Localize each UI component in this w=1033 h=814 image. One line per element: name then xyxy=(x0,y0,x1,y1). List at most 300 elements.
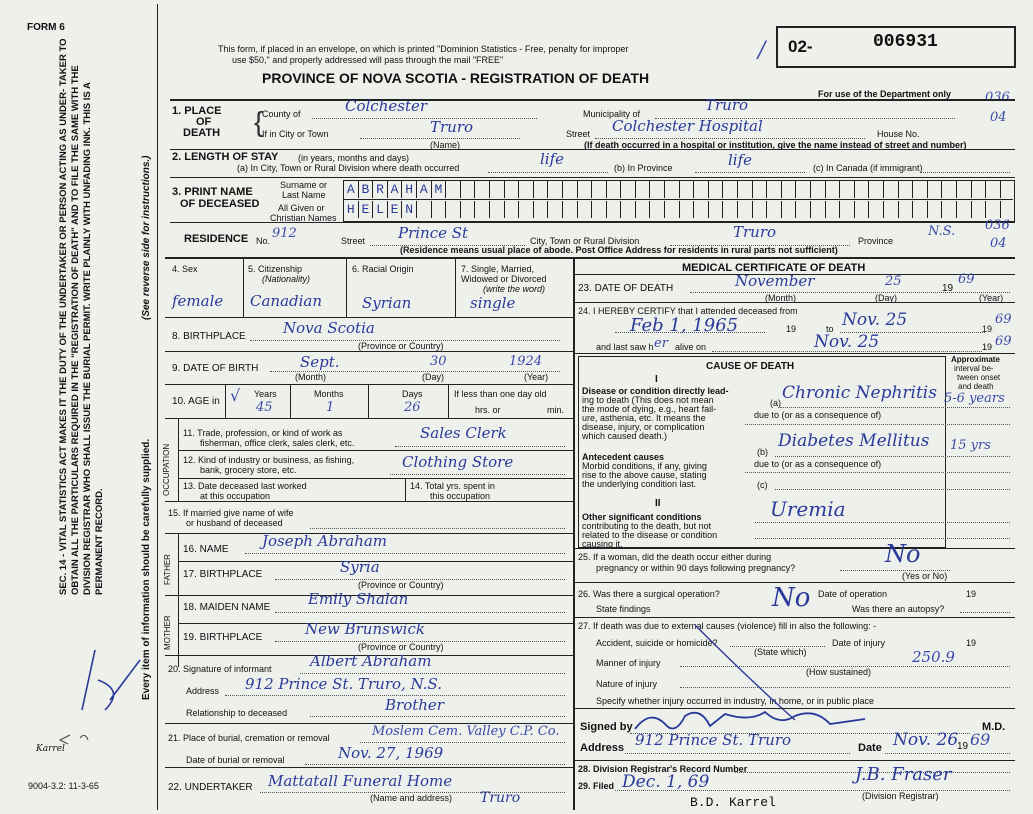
marital-label-1: 7. Single, Married, xyxy=(461,264,535,274)
dob-label: 9. DATE OF BIRTH xyxy=(172,363,259,374)
attend-from: Feb 1, 1965 xyxy=(630,315,739,336)
industry-value: Clothing Store xyxy=(402,453,514,471)
alive-label: alive on xyxy=(675,342,707,352)
letter-cell xyxy=(767,181,782,198)
days-label: Days xyxy=(402,389,423,399)
citizenship-label: 5. Citizenship xyxy=(248,264,303,274)
stay-b-value: life xyxy=(728,151,753,169)
letter-cell xyxy=(446,181,461,198)
mother-maiden-label: 18. MAIDEN NAME xyxy=(183,602,271,613)
signed-label: Signed by xyxy=(580,721,633,733)
letter-cell xyxy=(986,201,1001,218)
father-name: Joseph Abraham xyxy=(262,532,388,550)
letter-cell xyxy=(723,201,738,218)
residence-street: Prince St xyxy=(398,224,469,242)
attend-to: Nov. 25 xyxy=(842,310,908,330)
reg-number: 006931 xyxy=(873,32,938,52)
letter-cell xyxy=(607,181,622,198)
informant-sig: Albert Abraham xyxy=(310,652,432,670)
due-to-b: due to (or as a consequence of) xyxy=(754,459,882,469)
statute-text: SEC. 14 - VITAL STATISTICS ACT MAKES IT THE DUTY OF THE UNDERTAKER OR PERSON ACTING AS UNDER- TAKER TO OBTAIN ALL THE PARTICULARS REQUIRED IN THE "REGISTRATION OF DEATH" AND TO FILE THE SAME WITH THE DIVISION REGISTRAR WHO SHALL ISSUE THE BURIAL PERMIT. WRITE PLAINLY WITH UNFADING INK. THIS IS A PERMANENT RECORD. xyxy=(58,38,105,595)
age-label: 10. AGE in xyxy=(172,396,220,407)
dod-year-sub: (Year) xyxy=(979,293,1004,303)
letter-cell xyxy=(607,201,622,218)
father-side-label: FATHER xyxy=(163,554,172,585)
year-prefix-sign: 19 xyxy=(957,741,969,752)
letter-cell xyxy=(563,181,578,198)
letter-cell xyxy=(782,201,797,218)
autopsy-label: Was there an autopsy? xyxy=(852,604,945,614)
letter-cell xyxy=(928,201,943,218)
letter-cell xyxy=(796,181,811,198)
sign-year: 69 xyxy=(970,730,991,749)
date-op-label: Date of operation xyxy=(818,589,888,599)
letter-cell xyxy=(417,201,432,218)
cause-b-label: (b) xyxy=(757,447,768,457)
letter-cell xyxy=(490,181,505,198)
letter-cell xyxy=(972,181,987,198)
antecedent-label-1: Antecedent causes xyxy=(582,452,665,462)
q29-label: 29. Filed xyxy=(578,781,615,791)
interval-b: 15 yrs xyxy=(950,438,991,453)
specify-label: Specify whether injury occurred in industry, in home, or in public place xyxy=(596,696,874,706)
dod-month-sub: (Month) xyxy=(765,293,797,303)
given-label-2: Christian Names xyxy=(270,213,337,223)
letter-cell xyxy=(811,201,826,218)
other-label-1: Other significant conditions xyxy=(582,512,702,522)
letter-cell xyxy=(899,201,914,218)
print-code: 9004-3.2: 11-3-65 xyxy=(28,781,99,791)
disease-label-5: disease, injury, or complication xyxy=(582,422,705,432)
place-label-1: 1. PLACE xyxy=(172,105,222,117)
dept-use-label: For use of the Department only xyxy=(818,89,952,99)
dod-label: 23. DATE OF DEATH xyxy=(578,283,674,294)
letter-cell: A xyxy=(417,181,432,198)
nature-label: Nature of injury xyxy=(596,679,658,689)
letter-cell xyxy=(913,201,928,218)
disease-label-1: Disease or condition directly lead- xyxy=(582,386,729,396)
letter-cell xyxy=(475,201,490,218)
letter-cell xyxy=(505,181,520,198)
father-bp: Syria xyxy=(340,558,380,576)
last-saw-date: Nov. 25 xyxy=(814,332,880,352)
letter-cell xyxy=(869,181,884,198)
letter-cell xyxy=(709,181,724,198)
birthplace-label: 8. BIRTHPLACE xyxy=(172,331,246,342)
letter-cell xyxy=(840,201,855,218)
letter-cell xyxy=(942,181,957,198)
letter-cell xyxy=(461,181,476,198)
letter-cell: H xyxy=(402,181,417,198)
letter-cell xyxy=(636,201,651,218)
county-label: County of xyxy=(262,109,301,119)
letter-cell: E xyxy=(388,201,403,218)
last-saw-label: and last saw h xyxy=(596,342,654,352)
code-value: 250.9 xyxy=(912,648,955,666)
letter-cell xyxy=(811,181,826,198)
reg-prefix: 02- xyxy=(788,37,813,56)
dod-month: November xyxy=(735,272,815,290)
letter-cell xyxy=(650,201,665,218)
surname-grid xyxy=(344,181,1001,198)
letter-cell xyxy=(957,201,972,218)
letter-cell xyxy=(840,181,855,198)
interval-label-3: tween onset xyxy=(957,373,1001,382)
informant-address-label: Address xyxy=(186,686,220,696)
letter-cell xyxy=(592,201,607,218)
attend-label: 24. I HEREBY CERTIFY that I attended deceased from xyxy=(578,306,798,316)
informant-address: 912 Prince St. Truro, N.S. xyxy=(245,675,443,693)
letter-cell xyxy=(592,181,607,198)
letter-cell xyxy=(505,201,520,218)
letter-cell xyxy=(869,201,884,218)
mother-maiden: Emily Shalan xyxy=(308,590,409,608)
year-prefix-2: 19 xyxy=(982,324,993,334)
letter-cell xyxy=(972,201,987,218)
cause-c-label: (c) xyxy=(757,480,768,490)
medical-title: MEDICAL CERTIFICATE OF DEATH xyxy=(682,262,866,274)
sex-value: female xyxy=(172,292,224,310)
signer-address: 912 Prince St. Truro xyxy=(635,731,792,749)
less-day-label: If less than one day old xyxy=(454,389,547,399)
sign-date: Nov. 26 xyxy=(893,730,959,750)
disease-label-2: ing to death (This does not mean xyxy=(582,395,714,405)
letter-cell xyxy=(782,181,797,198)
dob-year: 1924 xyxy=(509,354,543,369)
letter-cell xyxy=(753,181,768,198)
letter-cell: H xyxy=(344,201,359,218)
undertaker-sub: (Name and address) xyxy=(370,793,453,803)
city-value: Truro xyxy=(430,118,474,136)
other-label-2: contributing to the death, but not xyxy=(582,521,712,531)
letter-cell: E xyxy=(359,201,374,218)
letter-cell: M xyxy=(432,181,447,198)
dob-month: Sept. xyxy=(300,353,340,371)
years-value: 45 xyxy=(256,400,273,415)
last-worked-label-1: 13. Date deceased last worked xyxy=(183,481,307,491)
disease-label-4: ure, asthenia, etc. It means the xyxy=(582,413,706,423)
letter-cell xyxy=(548,201,563,218)
father-bp-label: 17. BIRTHPLACE xyxy=(183,569,263,580)
residence-no: 912 xyxy=(272,226,297,241)
cause-a: Chronic Nephritis xyxy=(782,383,937,403)
marital-label-2: Widowed or Divorced xyxy=(461,274,547,284)
name-sub: (Name) xyxy=(430,140,461,150)
municipality-value: Truro xyxy=(705,96,749,114)
residence-province-label: Province xyxy=(858,236,894,246)
letter-cell xyxy=(665,201,680,218)
cause-title: CAUSE OF DEATH xyxy=(706,361,795,372)
other-value: Uremia xyxy=(770,497,846,521)
undertaker-label: 22. UNDERTAKER xyxy=(168,782,253,793)
mother-bp-sub: (Province or Country) xyxy=(358,642,444,652)
interval-label-1: Approximate xyxy=(951,355,1000,364)
stay-label: 2. LENGTH OF STAY xyxy=(172,151,279,163)
place-label-3: DEATH xyxy=(183,127,221,139)
day-sub: (Day) xyxy=(422,372,444,382)
days-value: 26 xyxy=(404,400,421,415)
letter-cell xyxy=(563,201,578,218)
letter-cell xyxy=(534,201,549,218)
letter-cell xyxy=(475,181,490,198)
findings-label: State findings xyxy=(596,604,651,614)
father-bp-sub: (Province or Country) xyxy=(358,580,444,590)
address-label: Address xyxy=(580,742,625,754)
letter-cell xyxy=(986,181,1001,198)
how-sustained-sub: (How sustained) xyxy=(806,667,872,677)
q25-label-2: pregnancy or within 90 days following pregnancy? xyxy=(596,563,796,573)
sex-label: 4. Sex xyxy=(172,264,198,274)
letter-cell xyxy=(665,181,680,198)
typed-name: B.D. Karrel xyxy=(690,795,776,810)
initials-sig-text: Karrel xyxy=(36,744,65,754)
total-years-label-2: this occupation xyxy=(430,491,491,501)
trade-label-2: fisherman, office clerk, sales clerk, etc. xyxy=(200,438,355,448)
hrs-label: hrs. or xyxy=(475,405,501,415)
burial-date-label: Date of burial or removal xyxy=(186,755,285,765)
stay-a-label: (a) In City, Town or Rural Division where death occurred xyxy=(237,163,460,173)
antecedent-label-3: rise to the above cause, stating xyxy=(582,470,707,480)
name-label-1: 3. PRINT NAME xyxy=(172,186,253,198)
letter-cell xyxy=(694,201,709,218)
trade-value: Sales Clerk xyxy=(420,424,507,442)
letter-cell xyxy=(723,181,738,198)
q26-value: No xyxy=(772,583,811,613)
registrar-sub: (Division Registrar) xyxy=(862,791,939,801)
q25-label-1: 25. If a woman, did the death occur either during xyxy=(578,552,772,562)
letter-cell: L xyxy=(373,201,388,218)
letter-cell xyxy=(738,201,753,218)
dept-code-1: 036 xyxy=(985,90,1010,105)
residence-city: Truro xyxy=(733,223,777,241)
burial-place: Moslem Cem. Valley C.P. Co. xyxy=(372,724,560,739)
total-years-label-1: 14. Total yrs. spent in xyxy=(410,481,495,491)
occupation-side-label: OCCUPATION xyxy=(162,443,171,496)
months-value: 1 xyxy=(326,400,335,415)
street-value: Colchester Hospital xyxy=(612,117,763,135)
letter-cell xyxy=(490,201,505,218)
racial-label: 6. Racial Origin xyxy=(352,264,414,274)
months-label: Months xyxy=(314,389,344,399)
letter-cell xyxy=(913,181,928,198)
cause-a-label: (a) xyxy=(770,398,781,408)
last-worked-label-2: at this occupation xyxy=(200,491,271,501)
roman-2: II xyxy=(655,498,661,509)
to-label: to xyxy=(826,324,834,334)
stay-b-label: (b) In Province xyxy=(614,163,673,173)
interval-a: 5-6 years xyxy=(944,391,1005,406)
letter-cell xyxy=(709,201,724,218)
disease-label-3: the mode of dying, e.g., heart fail- xyxy=(582,404,717,414)
father-name-label: 16. NAME xyxy=(183,544,229,555)
registration-number-box xyxy=(776,26,1016,68)
hospital-note: (If death occurred in a hospital or institution, give the name instead of street and number) xyxy=(584,140,967,150)
letter-cell xyxy=(942,201,957,218)
antecedent-label-4: the underlying condition last. xyxy=(582,479,697,489)
letter-cell: R xyxy=(373,181,388,198)
letter-cell xyxy=(767,201,782,218)
relationship-label: Relationship to deceased xyxy=(186,708,288,718)
marital-value: single xyxy=(470,294,516,312)
other-label-3: related to the disease or condition xyxy=(582,530,718,540)
letter-cell xyxy=(884,201,899,218)
disease-label-6: which caused death.) xyxy=(582,431,668,441)
q26-label: 26. Was there a surgical operation? xyxy=(578,589,720,599)
city-label: If in City or Town xyxy=(262,129,329,139)
letter-cell xyxy=(680,181,695,198)
letter-cell xyxy=(461,201,476,218)
q27-label: 27. If death was due to external causes (violence) fill in also the following: - xyxy=(578,621,877,631)
other-label-4: causing it. xyxy=(582,539,623,549)
letter-cell xyxy=(694,181,709,198)
industry-label-2: bank, grocery store, etc. xyxy=(200,465,297,475)
dod-year-prefix: 19 xyxy=(942,283,954,294)
year-prefix-op: 19 xyxy=(966,589,977,599)
residence-no-label: No. xyxy=(256,236,271,246)
brace: { xyxy=(254,106,264,137)
mother-side-label: MOTHER xyxy=(163,615,172,650)
age-check: √ xyxy=(230,386,241,405)
filed-date: Dec. 1, 69 xyxy=(622,772,710,792)
surname-label-2: Last Name xyxy=(282,190,326,200)
letter-cell xyxy=(753,201,768,218)
last-saw-year: 69 xyxy=(995,334,1012,349)
q25-value: No xyxy=(885,540,921,568)
residence-street-label: Street xyxy=(341,236,366,246)
letter-cell xyxy=(578,201,593,218)
residence-city-label: City, Town or Rural Division xyxy=(530,236,640,246)
name-label-2: OF DECEASED xyxy=(180,198,260,210)
instructions-note: (See reverse side for instructions.) xyxy=(141,155,152,320)
given-grid xyxy=(344,201,1001,218)
industry-label-1: 12. Kind of industry or business, as fishing, xyxy=(183,455,355,465)
citizenship-sub: (Nationality) xyxy=(262,274,311,284)
letter-cell xyxy=(738,181,753,198)
dod-day-sub: (Day) xyxy=(875,293,897,303)
letter-cell xyxy=(621,201,636,218)
mother-bp: New Brunswick xyxy=(305,620,425,638)
supply-note: Every item of information should be carefully supplied. xyxy=(141,438,152,700)
dob-day: 30 xyxy=(430,354,447,369)
letter-cell xyxy=(884,181,899,198)
letter-cell xyxy=(519,201,534,218)
cause-b: Diabetes Mellitus xyxy=(778,431,930,451)
residence-code-2: 04 xyxy=(990,236,1007,251)
registrar-signature: J.B. Fraser xyxy=(855,764,952,785)
form-number: FORM 6 xyxy=(27,22,65,33)
injury-date-label: Date of injury xyxy=(832,638,886,648)
informant-sig-label: 20. Signature of informant xyxy=(168,664,272,674)
given-label-1: All Given or xyxy=(278,203,325,213)
dod-year: 69 xyxy=(958,272,975,287)
md-label: M.D. xyxy=(982,721,1006,733)
dod-day: 25 xyxy=(885,274,902,289)
surname-label-1: Surname or xyxy=(280,180,328,190)
place-label-2: OF xyxy=(196,116,212,128)
years-label: Years xyxy=(254,389,277,399)
min-label: min. xyxy=(547,405,565,415)
letter-cell xyxy=(578,181,593,198)
spouse-label-2: or husband of deceased xyxy=(186,518,283,528)
stay-a-value: life xyxy=(540,150,565,168)
spouse-label-1: 15. If married give name of wife xyxy=(168,508,294,518)
accident-label: Accident, suicide or homicide? xyxy=(596,638,718,648)
residence-province: N.S. xyxy=(928,224,956,239)
year-prefix-1: 19 xyxy=(786,324,797,334)
month-sub: (Month) xyxy=(295,372,327,382)
letter-cell: N xyxy=(402,201,417,218)
manner-label: Manner of injury xyxy=(596,658,661,668)
letter-cell xyxy=(519,181,534,198)
residence-note: (Residence means usual place of abode. Post Office Address for residents in rural parts not sufficient) xyxy=(400,245,838,255)
letter-cell xyxy=(826,181,841,198)
state-which-sub: (State which) xyxy=(754,647,807,657)
initials-signature xyxy=(40,640,150,750)
notice-line-1: This form, if placed in an envelope, on which is printed "Dominion Statistics - Free, penalty for improper xyxy=(218,44,629,54)
check-mark: / xyxy=(758,38,766,63)
letter-cell xyxy=(855,201,870,218)
letter-cell xyxy=(899,181,914,198)
trade-label-1: 11. Trade, profession, or kind of work as xyxy=(183,428,343,438)
letter-cell xyxy=(534,181,549,198)
letter-cell xyxy=(928,181,943,198)
letter-cell xyxy=(621,181,636,198)
date-label: Date xyxy=(858,742,882,754)
racial-value: Syrian xyxy=(362,294,412,312)
form-title: PROVINCE OF NOVA SCOTIA - REGISTRATION OF DEATH xyxy=(262,70,650,86)
stay-c-label: (c) In Canada (if immigrant) xyxy=(813,163,923,173)
burial-date: Nov. 27, 1969 xyxy=(338,744,444,762)
letter-cell xyxy=(957,181,972,198)
letter-cell xyxy=(432,201,447,218)
attend-year: 69 xyxy=(995,312,1012,327)
residence-code-1: 036 xyxy=(985,218,1010,233)
roman-1: I xyxy=(655,374,658,385)
antecedent-label-2: Morbid conditions, if any, giving xyxy=(582,461,707,471)
interval-label-4: and death xyxy=(958,382,994,391)
house-label: House No. xyxy=(877,129,920,139)
letter-cell: B xyxy=(359,181,374,198)
letter-cell: A xyxy=(388,181,403,198)
letter-cell xyxy=(855,181,870,198)
year-prefix-3: 19 xyxy=(982,342,993,352)
notice-line-2: use $50," and properly addressed will pass through the mail "FREE" xyxy=(232,55,504,65)
letter-cell xyxy=(446,201,461,218)
letter-cell xyxy=(650,181,665,198)
birthplace-sub: (Province or Country) xyxy=(358,341,444,351)
letter-cell xyxy=(826,201,841,218)
municipality-label: Municipality of xyxy=(583,109,641,119)
street-label: Street xyxy=(566,129,591,139)
marital-label-3: (write the word) xyxy=(483,284,546,294)
due-to-a: due to (or as a consequence of) xyxy=(754,410,882,420)
mother-bp-label: 19. BIRTHPLACE xyxy=(183,632,263,643)
yes-no-sub: (Yes or No) xyxy=(902,571,948,581)
year-prefix-inj: 19 xyxy=(966,638,977,648)
q28-label: 28. Division Registrar's Record Number xyxy=(578,764,748,774)
residence-label: RESIDENCE xyxy=(184,233,249,245)
letter-cell xyxy=(680,201,695,218)
county-value: Colchester xyxy=(345,97,428,115)
undertaker-town: Truro xyxy=(480,790,521,806)
birthplace-value: Nova Scotia xyxy=(283,319,375,337)
letter-cell xyxy=(548,181,563,198)
last-saw-her: er xyxy=(654,336,668,351)
dept-code-2: 04 xyxy=(990,110,1007,125)
letter-cell: A xyxy=(344,181,359,198)
year-sub: (Year) xyxy=(524,372,549,382)
undertaker-value: Mattatall Funeral Home xyxy=(268,772,453,790)
